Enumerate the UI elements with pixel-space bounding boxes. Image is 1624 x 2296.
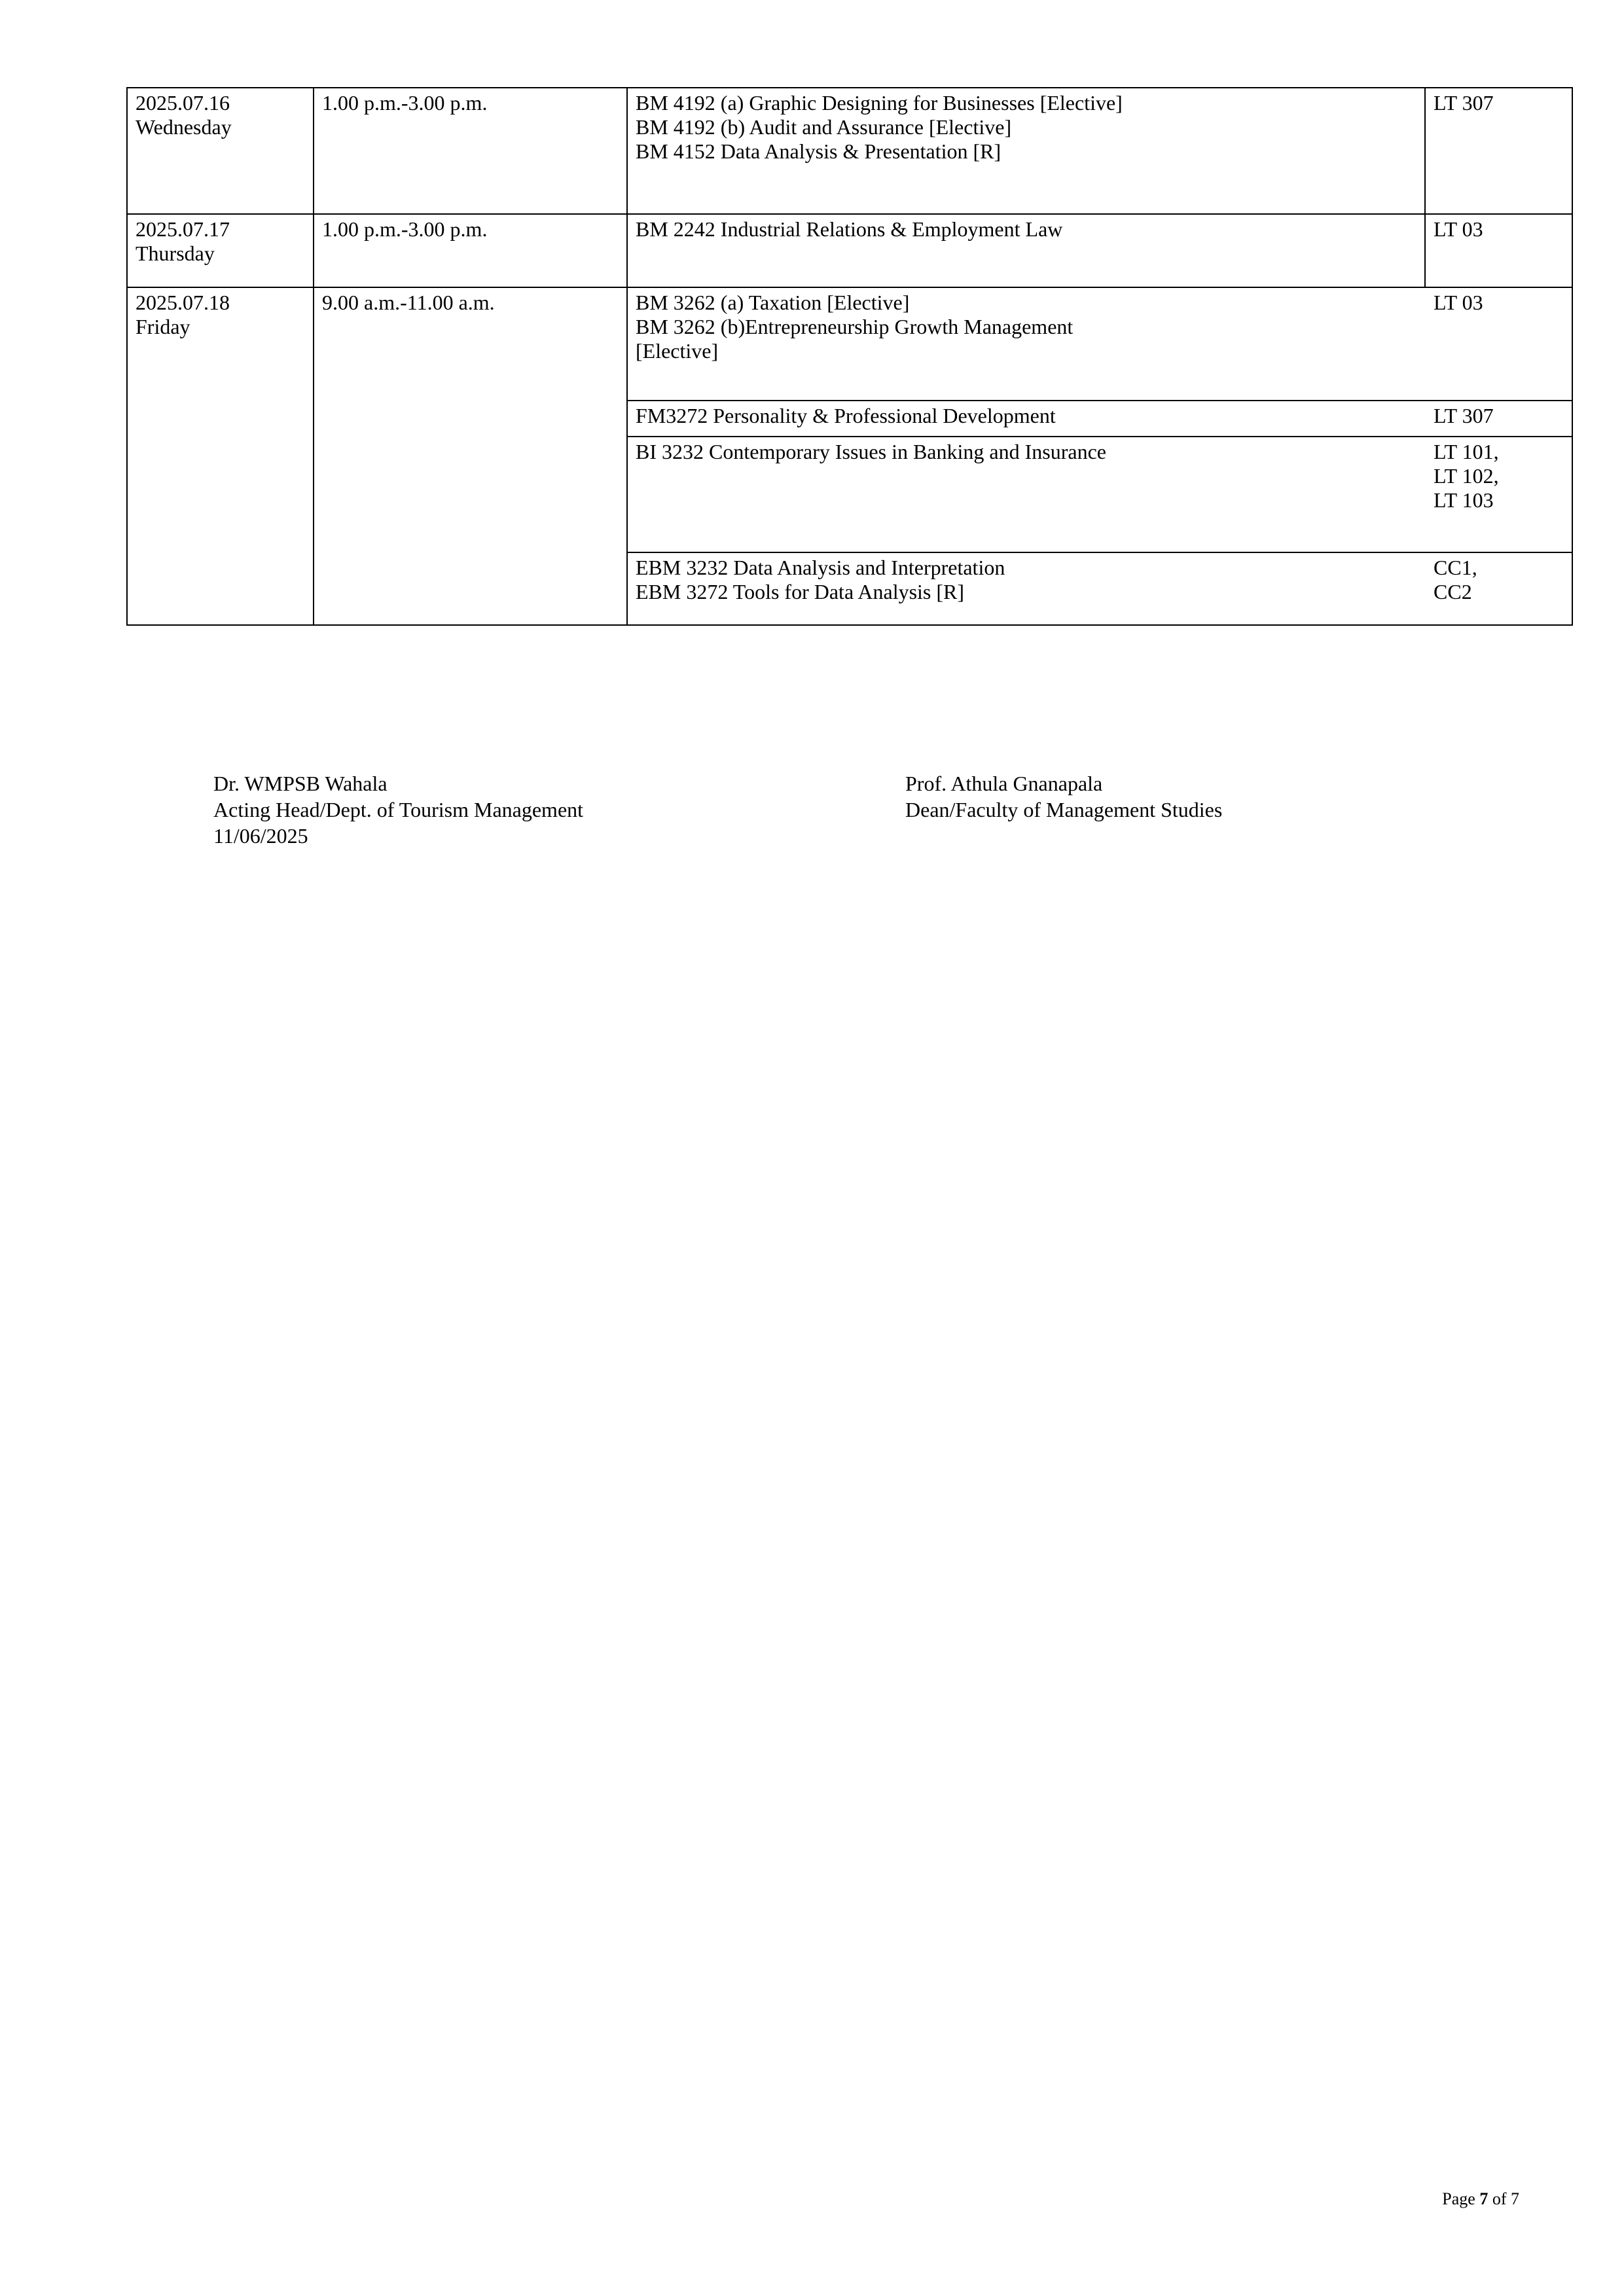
cell-courses bbox=[627, 88, 1425, 214]
venue-line: CC2 bbox=[1434, 580, 1472, 603]
course-line: BM 2242 Industrial Relations & Employment Law bbox=[636, 217, 1063, 241]
course-line: EBM 3272 Tools for Data Analysis [R] bbox=[636, 580, 965, 603]
course-line: BI 3232 Contemporary Issues in Banking and Insurance bbox=[636, 440, 1106, 463]
cell-courses bbox=[628, 401, 1426, 437]
signatory-name: Dr. WMPSB Wahala bbox=[213, 772, 388, 795]
time-value: 1.00 p.m.-3.00 p.m. bbox=[322, 91, 488, 115]
signatory-title: Acting Head/Dept. of Tourism Management bbox=[213, 798, 584, 821]
page-footer-middle: of bbox=[1488, 2189, 1511, 2208]
venue-line: LT 307 bbox=[1434, 91, 1494, 115]
date-value: 2025.07.18 bbox=[135, 291, 230, 314]
cell-time bbox=[314, 287, 627, 625]
cell-venue bbox=[1426, 437, 1573, 552]
date-value: 2025.07.16 bbox=[135, 91, 230, 115]
date-value: 2025.07.17 bbox=[135, 217, 230, 241]
day-value: Friday bbox=[135, 315, 190, 338]
time-value: 1.00 p.m.-3.00 p.m. bbox=[322, 217, 488, 241]
venue-line: LT 03 bbox=[1434, 291, 1483, 314]
venue-line: LT 101, bbox=[1434, 440, 1499, 463]
cell-date-day bbox=[127, 287, 314, 625]
signature-left bbox=[213, 770, 905, 849]
time-value: 9.00 a.m.-11.00 a.m. bbox=[322, 291, 495, 314]
signature-right bbox=[905, 770, 1429, 823]
cell-friday-subrows bbox=[627, 287, 1572, 625]
cell-time bbox=[314, 214, 627, 287]
cell-venue bbox=[1425, 214, 1572, 287]
course-line: BM 3262 (b)Entrepreneurship Growth Management bbox=[636, 315, 1074, 338]
course-line: BM 4192 (b) Audit and Assurance [Elective] bbox=[636, 115, 1012, 139]
cell-courses bbox=[627, 214, 1425, 287]
exam-timetable bbox=[126, 87, 1572, 626]
course-line: BM 3262 (a) Taxation [Elective] bbox=[636, 291, 910, 314]
day-value: Thursday bbox=[135, 242, 215, 265]
table-row bbox=[127, 287, 1572, 625]
page-footer bbox=[1442, 2189, 1519, 2209]
cell-time bbox=[314, 88, 627, 214]
page-footer-prefix: Page bbox=[1442, 2189, 1480, 2208]
signatory-name: Prof. Athula Gnanapala bbox=[905, 772, 1103, 795]
signatory-title: Dean/Faculty of Management Studies bbox=[905, 798, 1223, 821]
course-line: BM 4152 Data Analysis & Presentation [R] bbox=[636, 139, 1001, 163]
cell-venue bbox=[1426, 401, 1573, 437]
course-line: BM 4192 (a) Graphic Designing for Businesses [Elective] bbox=[636, 91, 1123, 115]
venue-line: LT 03 bbox=[1434, 217, 1483, 241]
timetable-table bbox=[126, 87, 1573, 626]
subrow bbox=[628, 288, 1573, 401]
subrow bbox=[628, 552, 1573, 624]
table-row bbox=[127, 88, 1572, 214]
subrow bbox=[628, 437, 1573, 552]
course-line: EBM 3232 Data Analysis and Interpretation bbox=[636, 556, 1005, 579]
venue-line: LT 307 bbox=[1434, 404, 1494, 427]
cell-date-day bbox=[127, 214, 314, 287]
cell-venue bbox=[1426, 288, 1573, 401]
table-row bbox=[127, 214, 1572, 287]
friday-subtable bbox=[628, 288, 1573, 624]
signature-block bbox=[213, 770, 1457, 849]
cell-courses bbox=[628, 288, 1426, 401]
cell-courses bbox=[628, 552, 1426, 624]
day-value: Wednesday bbox=[135, 115, 232, 139]
cell-venue bbox=[1426, 552, 1573, 624]
venue-line: CC1, bbox=[1434, 556, 1477, 579]
cell-date-day bbox=[127, 88, 314, 214]
cell-venue bbox=[1425, 88, 1572, 214]
course-line: [Elective] bbox=[636, 339, 719, 363]
subrow bbox=[628, 401, 1573, 437]
venue-line: LT 102, bbox=[1434, 464, 1499, 488]
signatory-date: 11/06/2025 bbox=[213, 824, 308, 848]
page-number-total: 7 bbox=[1511, 2189, 1519, 2208]
course-line: FM3272 Personality & Professional Development bbox=[636, 404, 1056, 427]
venue-line: LT 103 bbox=[1434, 488, 1494, 512]
cell-courses bbox=[628, 437, 1426, 552]
page-number-current: 7 bbox=[1479, 2189, 1489, 2208]
